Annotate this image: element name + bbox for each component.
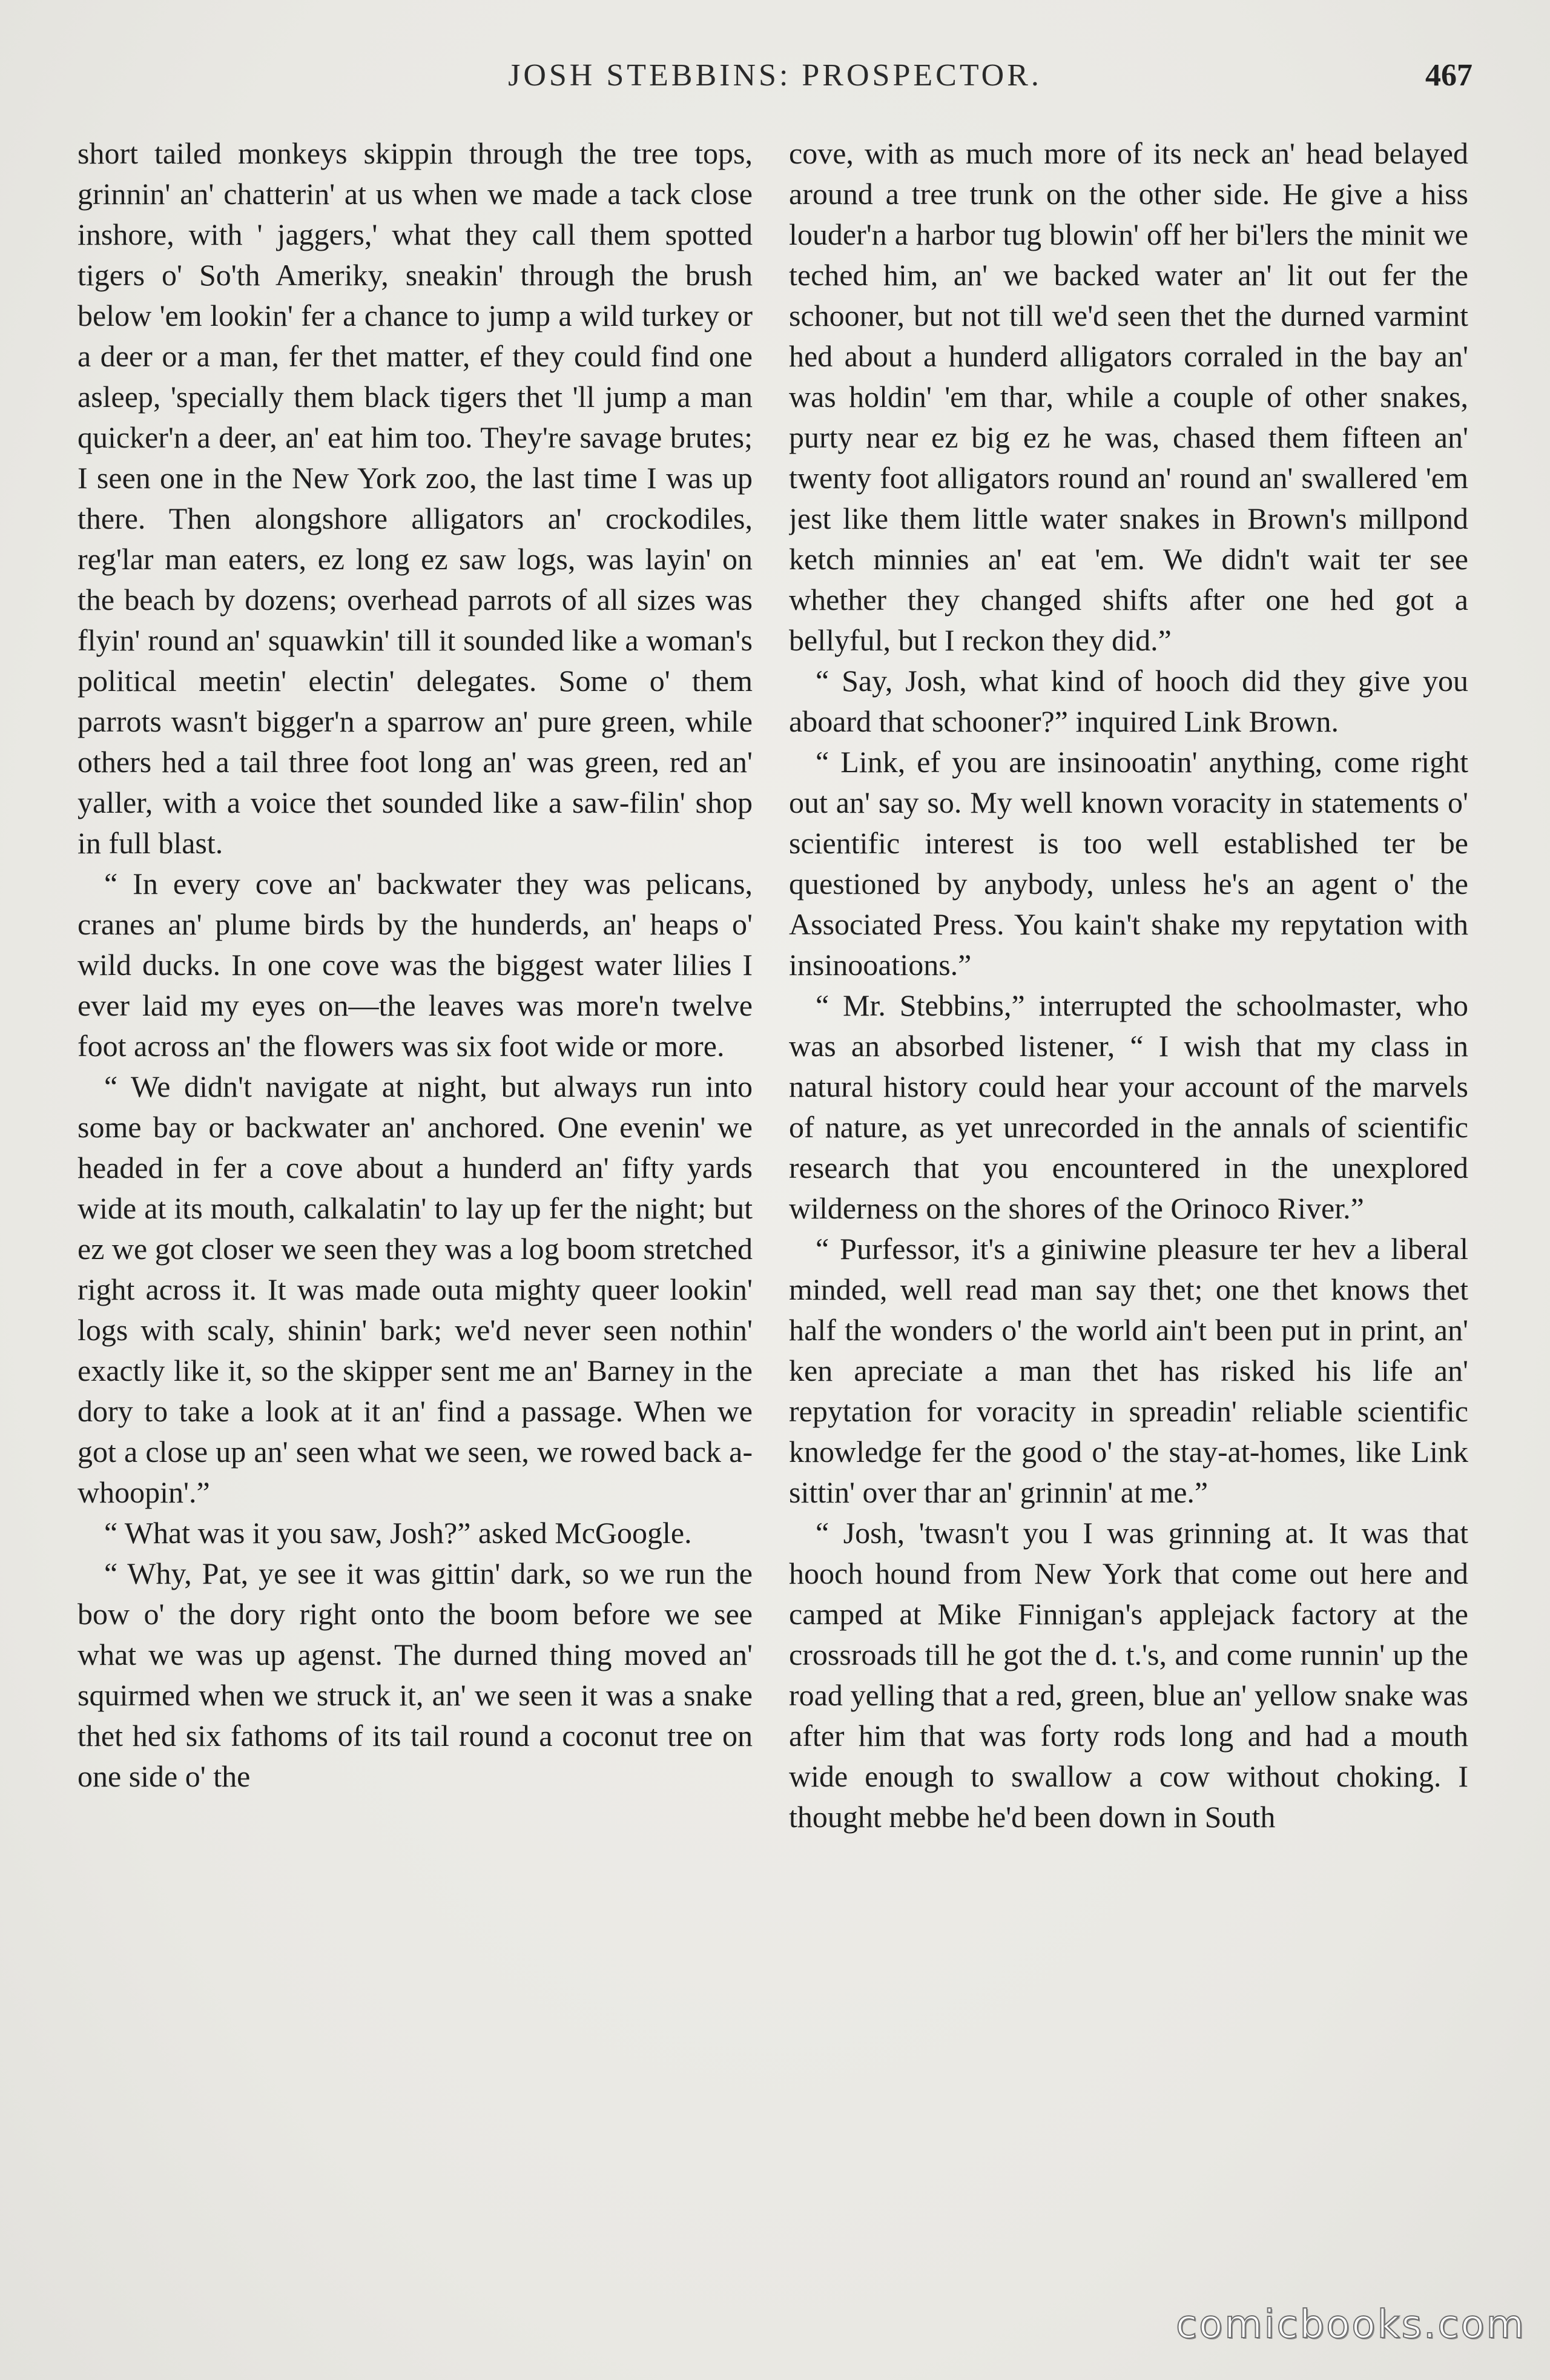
paragraph: “ Josh, 'twasn't you I was grinning at. It was that hooch hound from New York that come out here and camped at Mike Finnigan's applejack factory at the crossroads till he got the d. t.'s, and come runnin' up the road yelling that a red, green, blue an' yellow snake was after him that was forty rods long and had a mouth wide enough to swallow a cow without choking. I thought mebbe he'd been down in South [789,1516,1468,1834]
running-title: JOSH STEBBINS: PROSPECTOR. [508,58,1042,93]
paragraph: “ Why, Pat, ye see it was gittin' dark, so we run the bow o' the dory right onto the boom before we see what we was up agenst. The durned thing moved an' squirmed when we struck it, an' we seen it was a snake thet hed six fathoms of its tail round a coconut tree on one side o' the [78,1556,753,1793]
watermark-logo: comicbooks.com [1175,2302,1526,2347]
paragraph: short tailed monkeys skippin through the tree tops, grinnin' an' chatterin' at us when we made a tack close inshore, with ' jaggers,' what they call them spotted tigers o' So'th Ameriky, sneakin' through the brush below 'em lookin' fer a chance to jump a wild turkey or a deer or a man, fer thet matter, ef they could find one asleep, 'specially them black tigers thet 'll jump a man quicker'n a deer, an' eat him too. They're savage brutes; I seen one in the New York zoo, the last time I was up there. Then alongshore alligators an' crockodiles, reg'lar man eaters, ez long ez saw logs, was layin' on the beach by dozens; overhead parrots of all sizes was flyin' round an' squawkin' till it sounded like a woman's political meetin' electin' delegates. Some o' them parrots wasn't bigger'n a sparrow an' pure green, while others hed a tail three foot long an' was green, red an' yaller, with a voice thet sounded like a saw-filin' shop in full blast. [78,136,753,860]
paragraph: “ In every cove an' backwater they was pelicans, cranes an' plume birds by the hunderds, an' heaps o' wild ducks. In one cove was the biggest water lilies I ever laid my eyes on—the leaves was more'n twelve foot across an' the flowers was six foot wide or more. [78,867,753,1063]
left-column [78,133,753,2289]
paragraph: cove, with as much more of its neck an' head belayed around a tree trunk on the other side. He give a hiss louder'n a harbor tug blowin' off her bi'lers the minit we teched him, an' we backed water an' lit out fer the schooner, but not till we'd seen thet the durned varmint hed about a hunderd alligators corraled in the bay an' was holdin' 'em thar, while a couple of other snakes, purty near ez big ez he was, chased them fifteen an' twenty foot alligators round an' round an' swallered 'em jest like them little water snakes in Brown's millpond ketch minnies an' eat 'em. We didn't wait ter see whether they changed shifts after one hed got a bellyful, but I reckon they did.” [789,136,1468,657]
paragraph: “ We didn't navigate at night, but always run into some bay or backwater an' anchored. One evenin' we headed in fer a cove about a hunderd an' fifty yards wide at its mouth, calkalatin' to lay up fer the night; but ez we got closer we seen they was a log boom stretched right across it. It was made outa mighty queer lookin' logs with scaly, shinin' bark; we'd never seen nothin' exactly like it, so the skipper sent me an' Barney in the dory to take a look at it an' find a passage. When we got a close up an' seen what we seen, we rowed back a-whoopin'.” [78,1069,753,1509]
page-header [78,58,1472,112]
right-column [789,133,1468,2289]
paragraph: “ Mr. Stebbins,” interrupted the schoolmaster, who was an absorbed listener, “ I wish that my class in natural history could hear your account of the marvels of nature, as yet unrecorded in the annals of scientific research that you encountered in the unexplored wilderness on the shores of the Orinoco River.” [789,988,1468,1225]
paragraph: “ Link, ef you are insinooatin' anything, come right out an' say so. My well known voracity in statements o' scientific interest is too well established ter be questioned by anybody, unless he's an agent o' the Associated Press. You kain't shake my repytation with insinooations.” [789,745,1468,982]
paragraph: “ Purfessor, it's a giniwine pleasure ter hev a liberal minded, well read man say thet; one thet knows thet half the wonders o' the world ain't been put in print, an' ken apreciate a man thet has risked his life an' repytation for voracity in spreadin' reliable scientific knowledge fer the good o' the stay-at-homes, like Link sittin' over thar an' grinnin' at me.” [789,1232,1468,1509]
page-number: 467 [1425,58,1472,93]
paragraph: “ What was it you saw, Josh?” asked McGoogle. [104,1516,692,1550]
paragraph: “ Say, Josh, what kind of hooch did they give you aboard that schooner?” inquired Link Brown. [789,664,1468,738]
